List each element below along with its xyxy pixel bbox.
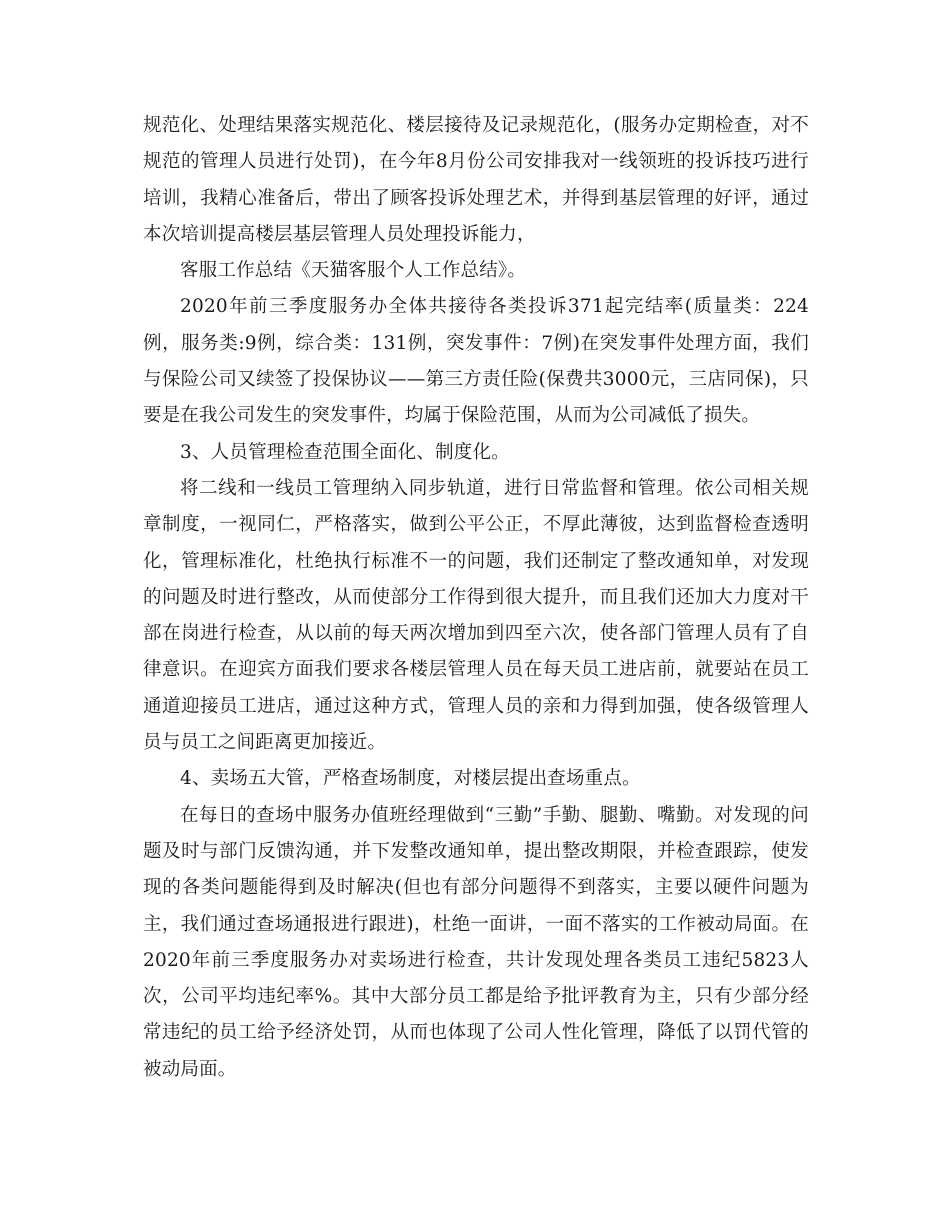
paragraph-7: 在每日的查场中服务办值班经理做到“三勤”手勤、腿勤、嘴勤。对发现的问题及时与部门反馈沟通，并下发整改通知单，提出整改期限，并检查跟踪，使发现的各类问题能得到及时解决(但也有部分问题得不到落实，主要以硬件问题为主，我们通过查场通报进行跟进)，杜绝一面讲，一面不落实的工作被动局面。在2020年前三季度服务办对卖场进行检查，共计发现处理各类员工违纪5823人次，公司平均违纪率%。其中大部分员工都是给予批评教育为主，只有少部分经常违纪的员工给予经济处罚，从而也体现了公司人性化管理，降低了以罚代管的被动局面。 [143,804,809,1080]
paragraph-4-heading: 3、人员管理检查范围全面化、制度化。 [180,441,510,463]
document-body [143,108,809,1088]
paragraph-3: 2020年前三季度服务办全体共接待各类投诉371起完结率(质量类：224例，服务类:9例，综合类：131例，突发事件：7例)在突发事件处理方面，我们与保险公司又续签了投保协议——第三方责任险(保费共3000元，三店同保)，只要是在我公司发生的突发事件，均属于保险范围，从而为公司减低了损失。 [143,296,809,427]
paragraph-6-heading: 4、卖场五大管，严格查场制度，对楼层提出查场重点。 [180,768,641,790]
paragraph-1: 规范化、处理结果落实规范化、楼层接待及记录规范化，(服务办定期检查，对不规范的管理人员进行处罚)，在今年8月份公司安排我对一线领班的投诉技巧进行培训，我精心准备后，带出了顾客投诉处理艺术，并得到基层管理的好评，通过本次培训提高楼层基层管理人员处理投诉能力， [143,115,809,245]
paragraph-5: 将二线和一线员工管理纳入同步轨道，进行日常监督和管理。依公司相关规章制度，一视同仁，严格落实，做到公平公正，不厚此薄彼，达到监督检查透明化，管理标准化，杜绝执行标准不一的问题，我们还制定了整改通知单，对发现的问题及时进行整改，从而使部分工作得到很大提升，而且我们还加大力度对干部在岗进行检查，从以前的每天两次增加到四至六次，使各部门管理人员有了自律意识。在迎宾方面我们要求各楼层管理人员在每天员工进店前，就要站在员工通道迎接员工进店，通过这种方式，管理人员的亲和力得到加强，使各级管理人员与员工之间距离更加接近。 [143,477,809,754]
paragraph-2: 客服工作总结《天猫客服个人工作总结》。 [180,260,527,282]
